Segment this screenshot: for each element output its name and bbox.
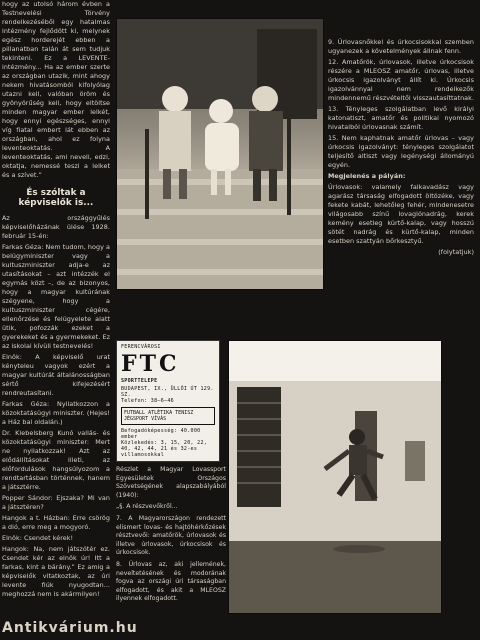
ad-phone: Telefon: 38–6–46 <box>121 398 174 404</box>
rule-13: 13. Tényleges szolgálatban levő királyi katonatiszt, amatőr és politikai nyomozó hivatalból úrlovasnak számít. <box>328 105 474 131</box>
jumping-boy-photo <box>228 340 442 614</box>
ad-sports-box: FUTBALL ATLÉTIKA TENISZ JÉGSPORT VÍVÁS <box>121 407 215 425</box>
ad-brand: FTC <box>121 351 180 377</box>
ad-address: BUDAPEST, IX., ÜLLŐI ÚT 129. SZ. <box>121 386 214 398</box>
ftc-advertisement <box>116 340 220 462</box>
caption-point-7: 7. A Magyarországon rendezett elismert lovas- és hajtóhérkőzések résztvevői: amatőrök, úrlovasok és illetve úrlovasok, úrkocsisok és úrkocsisok. <box>116 514 226 557</box>
attire-heading: Megjelenés a pályán: <box>328 172 406 180</box>
left-body-text: Az országgyűlés képviselőházának ülése 1928. február 15-én: <box>2 214 110 240</box>
jumping-boy-illustration <box>229 341 441 613</box>
children-photo-illustration <box>117 19 323 289</box>
left-paragraph-5: Popper Sándor: Ejszaka? Mi van a játsztéren? <box>2 494 110 511</box>
left-paragraph-2: Elnök: A képviselő urat kényteleu vagyok ezért a magyar kultúrát általánosságban sértő kifejezésért rendreutasítani. <box>2 353 110 397</box>
left-intro-text: hogy az utolsó három évben a Testnevelési Törvény rendelkezéséből egy hatalmas intézmény fejlődött ki, melynek egész horderejét ebben a pillanatban talán át sem tudjuk tekinteni. Ez a LEVENTE-intézmény... Ha az ember szerte az országban utazik, mint ahogy nekem hivatásomból kifolyólag utazni kell, valóban öröm és gyönyörűség kell, hogy eltöltse minden magyar ember lelkét, hogy ennyi egészséges, ennyi víg fiatal embert lát ebben az országban, ahol ez folyna leventeoktatás. A leventeoktatás, ami neveli, edzi, oktatja, nemessé teszi a lelket és a szívet.” <box>2 0 110 179</box>
caption-section: „§. A részvevőkről... <box>116 503 178 511</box>
left-paragraph-6: Hangok a t. Házban: Erre csörög a dió, erre meg a mogyoró. <box>2 514 110 531</box>
children-photo <box>116 18 324 290</box>
right-column <box>328 38 474 259</box>
rule-12: 12. Amatőrök, úrlovasok, illetve úrkocsisok részére a MLEOSZ amatőr, úrlovas, illetve úrkocsis igazolványt állít ki. Úrkocsis igazolvánnyal nem rendelkezők mindennemű részvételtől visszautasíttatnak. <box>328 58 474 102</box>
watermark: Antikvárium.hu <box>2 620 138 636</box>
ad-capacity: Befogadóképesség: 40.000 ember <box>121 428 201 440</box>
ad-top-text: FERENCVÁROSI <box>121 344 161 350</box>
left-column <box>2 0 110 601</box>
caption-column <box>116 466 226 604</box>
rule-9: 9. Úrlovasnőkkel és úrkocsisokkal szemben ugyanezek a követelmények állnak fenn. <box>328 38 474 55</box>
left-paragraph-1: Farkas Géza: Nem tudom, hogy a belügyminiszter vagy a kultuszminiszter adja-e az utasításokat – azt intézzék el egymás közt –, de az bizonyos, hogy a magyar kultúrának szégyene, hogy a kultuszminiszter cégére, ellenőrzése és felügyelete alatt ütik, pofozzák ezeket a gyerekeket és a gyermekeket. Ez az iskolai kívüli testnevelés! <box>2 243 110 350</box>
ad-transit: Közlekedés: 3, 15, 20, 22, 40, 42, 44, 21 és 32-es villamosokkal <box>121 440 208 458</box>
left-paragraph-4: Dr. Klebelsberg Kunó vallás- és közoktatásügyi miniszter: Mert ne nyilatkozzak! Azt az elődállításokat illeti, az előfordulások hangsúlyozom a rendtartásban történnek, hanem a játsztérre. <box>2 429 110 491</box>
rule-15: 15. Nem kaphatnak amatőr úrlovas – vagy úrkocsis igazolványt: tényleges szolgálatot teljesítő altiszt vagy legénységi állományú egyén. <box>328 134 474 169</box>
attire-text: Úrlovasok: valamely falkavadász vagy agarász társaság elfogadott öltözéke, vagy fekete kabát, lehetőleg fehér, mindenesetre világosabb színű lovaglónadrág, kerek kemény esetleg kürtő-kalap, vagy hosszú sötét nadrág és kürtő-kalap, minden esetben szattyán bőrkesztyű. <box>328 183 474 245</box>
left-paragraph-3: Farkas Géza: Nyilatkozzon a közoktatásügyi miniszter. (Hejes! a Ház bal oldalán.) <box>2 400 110 426</box>
caption-point-8: 8. Úrlovas az, aki jellemének, neveltetésének és modorának fogva az országi úri társaságban elfogadott, és akit a MLEOSZ ilyennek elfogadott. <box>116 560 226 603</box>
left-paragraph-8: Hangok: Na, nem játszótér ez. Csendet kér az elnök úr! Itt a farkas, kint a bárány.” Ez amig a képviselők vitatkoztak, az úri levente fiúk nyugodtan... meghozzá nem is akármilyen! <box>2 545 110 598</box>
continued-note: (folytatjuk) <box>438 248 474 256</box>
left-paragraph-7: Elnök: Csendet kérek! <box>2 534 74 542</box>
section-headline: És szóltak a képviselők is... <box>18 188 94 208</box>
ad-subtitle: SPORTTELEPE <box>121 378 158 384</box>
caption-intro: Részlet a Magyar Lovassport Egyesületek Országos Szövetségének alapszabályából (1940): <box>116 466 226 499</box>
